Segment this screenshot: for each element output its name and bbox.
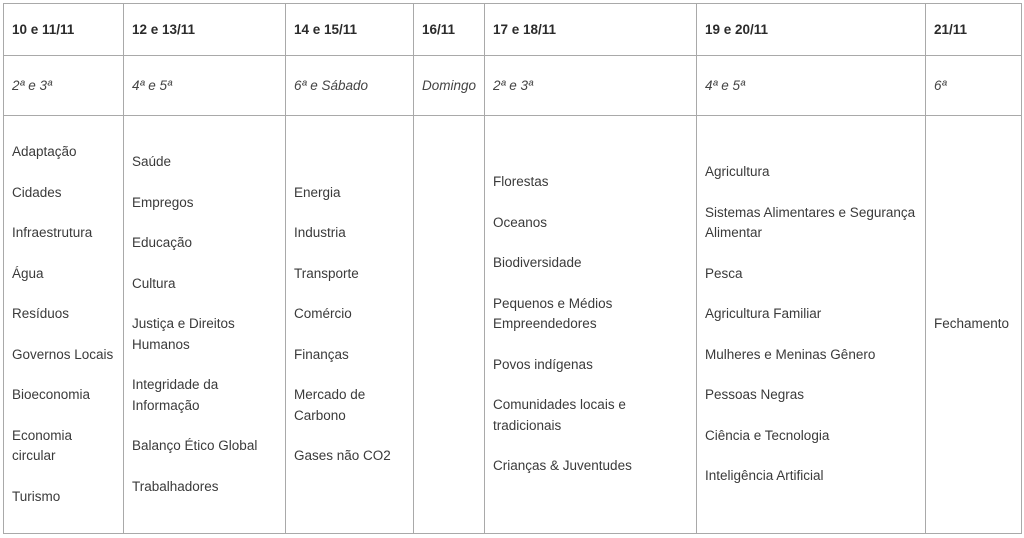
topic-item: Agricultura — [705, 164, 770, 180]
column-date: 17 e 18/11 — [485, 4, 697, 56]
column-date: 12 e 13/11 — [124, 4, 286, 56]
topic-item: Oceanos — [493, 214, 548, 230]
column-date: 21/11 — [926, 4, 1022, 56]
topic-item: Transporte — [294, 265, 359, 281]
topics-cell — [286, 116, 414, 534]
topic-item: Sistemas Alimentares e Segurança Alimentar — [705, 204, 916, 241]
topics-row — [4, 116, 1022, 534]
topic-item: Mulheres e Meninas Gênero — [705, 346, 876, 362]
column-weekdays: 6ª — [926, 56, 1022, 116]
topic-item: Educação — [132, 235, 193, 250]
topic-item: Gases não CO2 — [294, 448, 391, 463]
topic-item: Turismo — [12, 488, 61, 504]
topic-item: Pesca — [705, 265, 743, 281]
column-weekdays: 4ª e 5ª — [124, 56, 286, 116]
column-date: 19 e 20/11 — [697, 4, 926, 56]
topic-item: Energia — [294, 184, 341, 200]
topic-item: Comércio — [294, 306, 352, 321]
topic-item: Ciência e Tecnologia — [705, 427, 830, 443]
topic-item: Integridade da Informação — [132, 377, 219, 413]
topic-item: Pessoas Negras — [705, 387, 805, 403]
topic-item: Infraestrutura — [12, 225, 93, 240]
topic-item: Crianças & Juventudes — [493, 458, 632, 474]
topics-cell — [485, 116, 697, 534]
column-weekdays: 2ª e 3ª — [4, 56, 124, 116]
topic-item: Pequenos e Médios Empreendedores — [493, 295, 613, 332]
column-date: 14 e 15/11 — [286, 4, 414, 56]
topic-item: Povos indígenas — [493, 356, 593, 372]
topic-item: Comunidades locais e tradicionais — [493, 397, 626, 433]
topic-item: Mercado de Carbono — [294, 387, 366, 423]
column-date: 16/11 — [414, 4, 485, 56]
column-weekdays: 2ª e 3ª — [485, 56, 697, 116]
topic-item: Justiça e Direitos Humanos — [132, 316, 235, 352]
topic-item: Resíduos — [12, 306, 70, 321]
topic-item: Saúde — [132, 154, 172, 169]
topic-item: Finanças — [294, 346, 349, 362]
column-weekdays: 6ª e Sábado — [286, 56, 414, 116]
column-date: 10 e 11/11 — [4, 4, 124, 56]
topic-item: Florestas — [493, 174, 549, 190]
topic-item: Industria — [294, 225, 346, 240]
topic-item: Cidades — [12, 184, 62, 200]
topics-cell — [124, 116, 286, 534]
column-weekdays: Domingo — [414, 56, 485, 116]
date-header-row — [4, 4, 1022, 56]
topic-item: Cultura — [132, 275, 176, 291]
topics-cell — [926, 116, 1022, 534]
topic-item: Agricultura Familiar — [705, 306, 822, 322]
topic-item: Trabalhadores — [132, 478, 219, 494]
weekday-row — [4, 56, 1022, 116]
topic-item: Biodiversidade — [493, 255, 582, 271]
topics-cell — [414, 116, 485, 534]
topic-item: Adaptação — [12, 144, 77, 159]
topic-item: Água — [12, 265, 44, 281]
topic-item: Balanço Ético Global — [132, 438, 258, 453]
topics-cell — [697, 116, 926, 534]
topic-item: Empregos — [132, 194, 194, 210]
topics-cell — [4, 116, 124, 534]
topic-item: Inteligência Artificial — [705, 468, 824, 484]
topic-item: Economia circular — [12, 427, 73, 463]
topic-item: Governos Locais — [12, 346, 114, 362]
schedule-table — [3, 3, 1022, 534]
topic-item: Fechamento — [934, 316, 1010, 332]
topic-item: Bioeconomia — [12, 387, 91, 402]
column-weekdays: 4ª e 5ª — [697, 56, 926, 116]
